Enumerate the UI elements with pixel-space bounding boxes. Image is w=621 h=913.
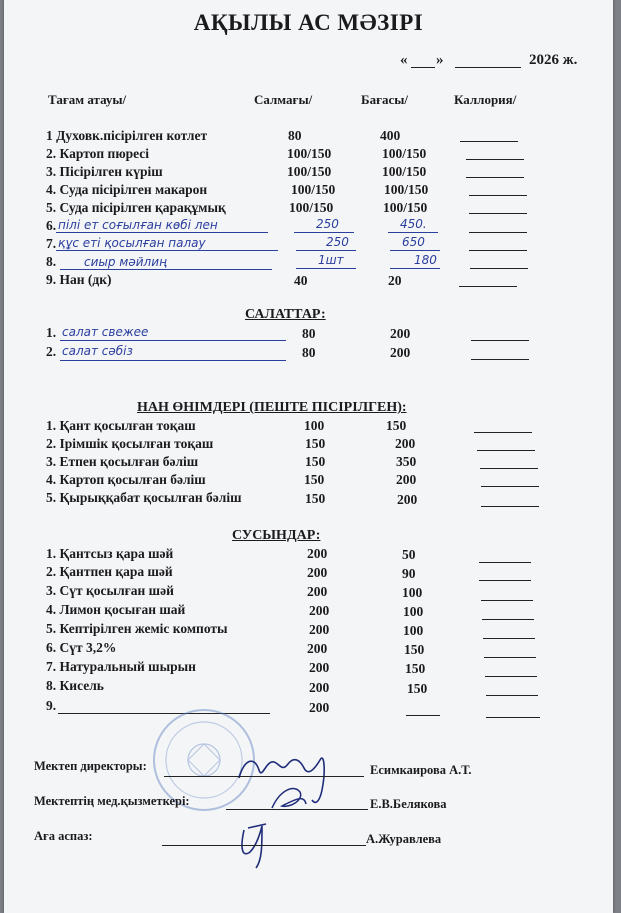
dish-9-price: 20 [388, 273, 402, 288]
section-salads-title: САЛАТТАР: [245, 307, 326, 322]
dish-5-weight: 100/150 [289, 200, 334, 215]
bakery-4-price: 200 [396, 472, 417, 487]
date-day-open: « [400, 52, 408, 68]
drink-7-name: 7. Натуральный шырын [46, 659, 196, 674]
drink-4-name: 4. Лимон қосыған шай [46, 602, 186, 617]
bakery-5-weight: 150 [305, 491, 326, 506]
dish-9-name: 9. Нан (дк) [46, 272, 112, 287]
bakery-5-name: 5. Қырыққабат қосылған бәліш [46, 490, 242, 505]
drink-8-weight: 200 [309, 680, 330, 695]
bakery-2-price: 200 [395, 436, 416, 451]
drink-2-name: 2. Қантпен қара шәй [46, 564, 173, 579]
bakery-3-name: 3. Етпен қосылған бәліш [46, 454, 199, 469]
dish-3-price: 100/150 [382, 164, 427, 179]
drink-2-price: 90 [402, 566, 416, 581]
director-name: Есимкаирова А.Т. [370, 763, 472, 777]
director-signature [239, 758, 324, 802]
drink-5-price: 100 [403, 623, 424, 638]
drink-8-name: 8. Кисель [46, 678, 104, 693]
col-header-name: Тағам атауы/ [48, 92, 127, 107]
date-day-close: » [436, 52, 444, 68]
drink-8-price: 150 [407, 681, 428, 696]
dish-8-price: 180 [414, 253, 437, 267]
bakery-3-price: 350 [396, 454, 417, 469]
dish-2-price: 100/150 [382, 146, 427, 161]
drink-3-weight: 200 [307, 584, 328, 599]
salad-1-number: 1. [46, 325, 57, 340]
drink-4-price: 100 [403, 604, 424, 619]
dish-3-name: 3. Пісірілген күріш [46, 164, 163, 179]
bakery-4-weight: 150 [304, 472, 325, 487]
dish-7-price: 650 [402, 235, 425, 249]
director-label: Мектеп директоры: [34, 759, 147, 773]
drink-1-name: 1. Қантсыз қара шәй [46, 546, 174, 561]
dish-8-number: 8. [46, 254, 57, 269]
salad-2-weight: 80 [302, 345, 316, 360]
dish-7-weight: 250 [326, 235, 349, 249]
director-signature-line [164, 776, 364, 777]
drink-4-weight: 200 [309, 603, 330, 618]
dish-1-price: 400 [380, 128, 401, 143]
dish-7-name: құс еті қосылған палау [58, 236, 206, 250]
bakery-1-name: 1. Қант қосылған тоқаш [46, 418, 196, 433]
drink-5-name: 5. Кептірілген жеміс компоты [46, 621, 228, 636]
bakery-2-name: 2. Ірімшік қосылған тоқаш [46, 436, 214, 451]
drink-6-price: 150 [404, 642, 425, 657]
dish-5-price: 100/150 [383, 200, 428, 215]
section-drinks-title: СУСЫНДАР: [232, 528, 321, 543]
medic-name: Е.В.Белякова [370, 797, 447, 811]
salad-2-name: салат сәбіз [62, 344, 133, 358]
dish-2-name: 2. Картоп пюресі [46, 146, 150, 161]
dish-2-weight: 100/150 [287, 146, 332, 161]
cook-label: Аға аспаз: [34, 829, 93, 843]
drink-1-price: 50 [402, 547, 416, 562]
drink-6-name: 6. Сүт 3,2% [46, 640, 117, 655]
dish-7-number: 7. [46, 236, 57, 251]
bakery-3-weight: 150 [305, 454, 326, 469]
dish-6-number: 6. [46, 218, 57, 233]
bakery-1-weight: 100 [304, 418, 325, 433]
dish-3-weight: 100/150 [287, 164, 332, 179]
salad-1-price: 200 [390, 326, 411, 341]
bakery-2-weight: 150 [305, 436, 326, 451]
dish-8-weight: 1шт [318, 253, 344, 267]
bakery-4-name: 4. Картоп қосылған бәліш [46, 472, 206, 487]
col-header-calories: Каллория/ [454, 92, 517, 107]
drink-3-price: 100 [402, 585, 423, 600]
medic-signature-line [226, 809, 368, 810]
bakery-5-price: 200 [397, 492, 418, 507]
cook-signature-line [162, 845, 366, 846]
page-title: АҚЫЛЫ АС МӘЗІРІ [193, 10, 424, 35]
dish-4-weight: 100/150 [291, 182, 336, 197]
menu-sheet [4, 0, 613, 913]
section-bakery-title: НАН ӨНІМДЕРІ (ПЕШТЕ ПІСІРІЛГЕН): [137, 400, 407, 415]
salad-2-number: 2. [46, 344, 57, 359]
drink-2-weight: 200 [307, 565, 328, 580]
col-header-price: Бағасы/ [361, 92, 409, 107]
salad-1-weight: 80 [302, 326, 316, 341]
dish-6-name: пілі ет соғылған көбі лен [58, 218, 218, 232]
bakery-1-price: 150 [386, 418, 407, 433]
dish-6-price: 450. [400, 217, 427, 231]
drink-5-weight: 200 [309, 622, 330, 637]
cook-signature [242, 824, 266, 868]
dish-1-weight: 80 [288, 128, 302, 143]
drink-7-price: 150 [405, 661, 426, 676]
dish-1-name: 1 Духовк.пісірілген котлет [46, 128, 208, 143]
cook-name: А.Журавлева [366, 832, 442, 846]
salad-2-price: 200 [390, 345, 411, 360]
dish-4-price: 100/150 [384, 182, 429, 197]
drink-9-weight: 200 [309, 700, 330, 715]
dish-5-name: 5. Суда пісірілген қарақұмық [46, 200, 226, 215]
medic-signature [272, 789, 306, 808]
drink-9-number: 9. [46, 698, 57, 713]
date-year: 2026 ж. [529, 52, 578, 68]
salad-1-name: салат свежее [62, 325, 149, 339]
drink-3-name: 3. Сүт қосылған шәй [46, 583, 174, 598]
medic-label: Мектептің мед.қызметкері: [34, 794, 190, 808]
col-header-weight: Салмағы/ [254, 92, 313, 107]
dish-4-name: 4. Суда пісірілген макарон [46, 182, 208, 197]
dish-8-name: сиыр мәйлиң [84, 255, 167, 269]
dish-6-weight: 250 [316, 217, 339, 231]
dish-9-weight: 40 [294, 273, 308, 288]
drink-1-weight: 200 [307, 546, 328, 561]
drink-6-weight: 200 [307, 641, 328, 656]
drink-7-weight: 200 [309, 660, 330, 675]
